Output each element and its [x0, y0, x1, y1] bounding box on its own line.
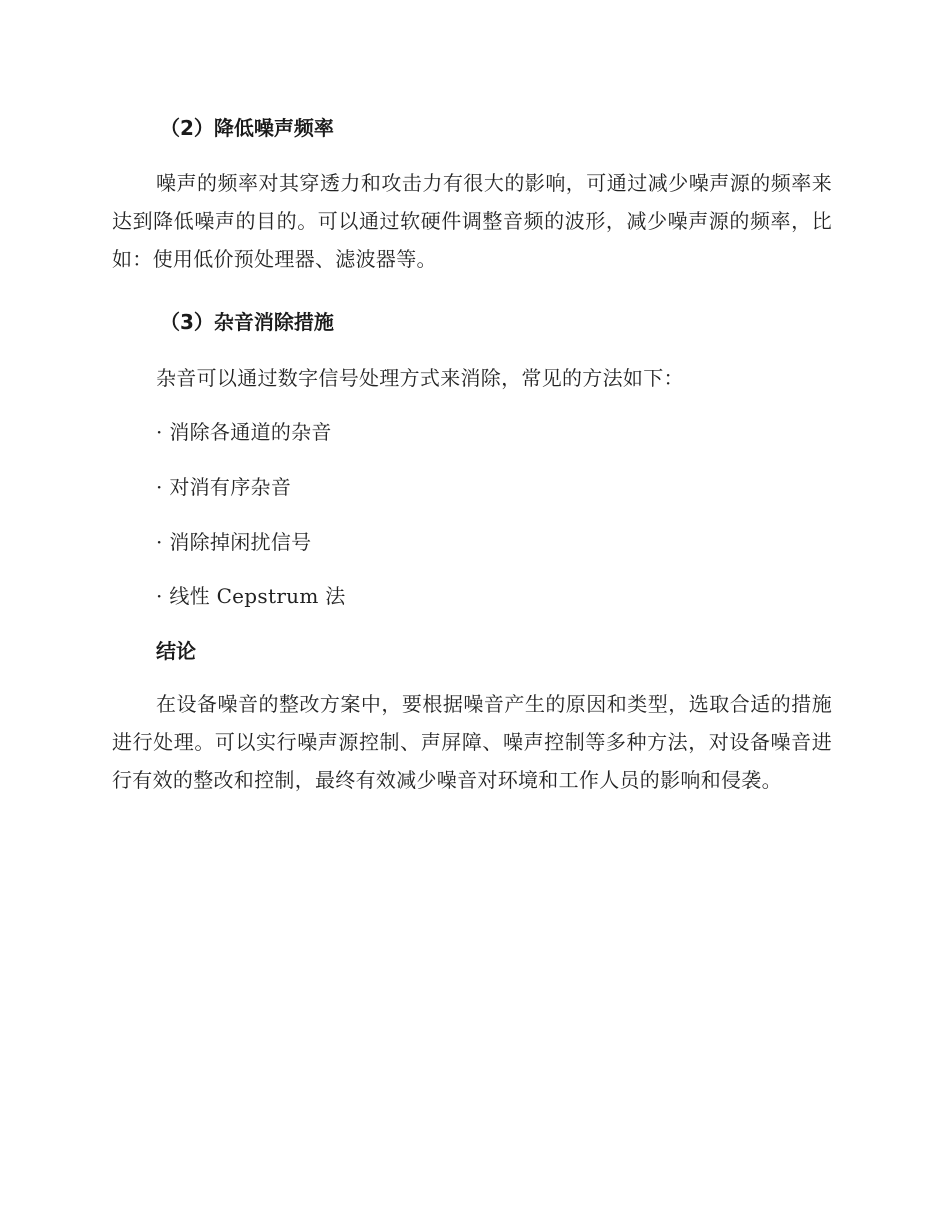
section-3-intro: 杂音可以通过数字信号处理方式来消除，常见的方法如下：	[156, 366, 684, 390]
section-2-paragraph: 噪声的频率对其穿透力和攻击力有很大的影响，可通过减少噪声源的频率来达到降低噪声的目的。可以通过软硬件调整音频的波形，减少噪声源的频率，比如：使用低价预处理器、滤波器等。	[112, 171, 832, 271]
section-3-heading: （3）杂音消除措施	[160, 310, 334, 334]
conclusion-paragraph: 在设备噪音的整改方案中，要根据噪音产生的原因和类型，选取合适的措施进行处理。可以实行噪声源控制、声屏障、噪声控制等多种方法，对设备噪音进行有效的整改和控制，最终有效减少噪音对环境和工作人员的影响和侵袭。	[112, 692, 832, 792]
list-item: · 消除各通道的杂音	[156, 420, 332, 444]
list-item: · 对消有序杂音	[156, 475, 292, 499]
section-2-heading: （2）降低噪声频率	[160, 116, 334, 140]
list-item: · 消除掉闲扰信号	[156, 530, 312, 554]
list-item: · 线性 Cepstrum 法	[156, 584, 346, 608]
conclusion-heading: 结论	[156, 639, 196, 663]
